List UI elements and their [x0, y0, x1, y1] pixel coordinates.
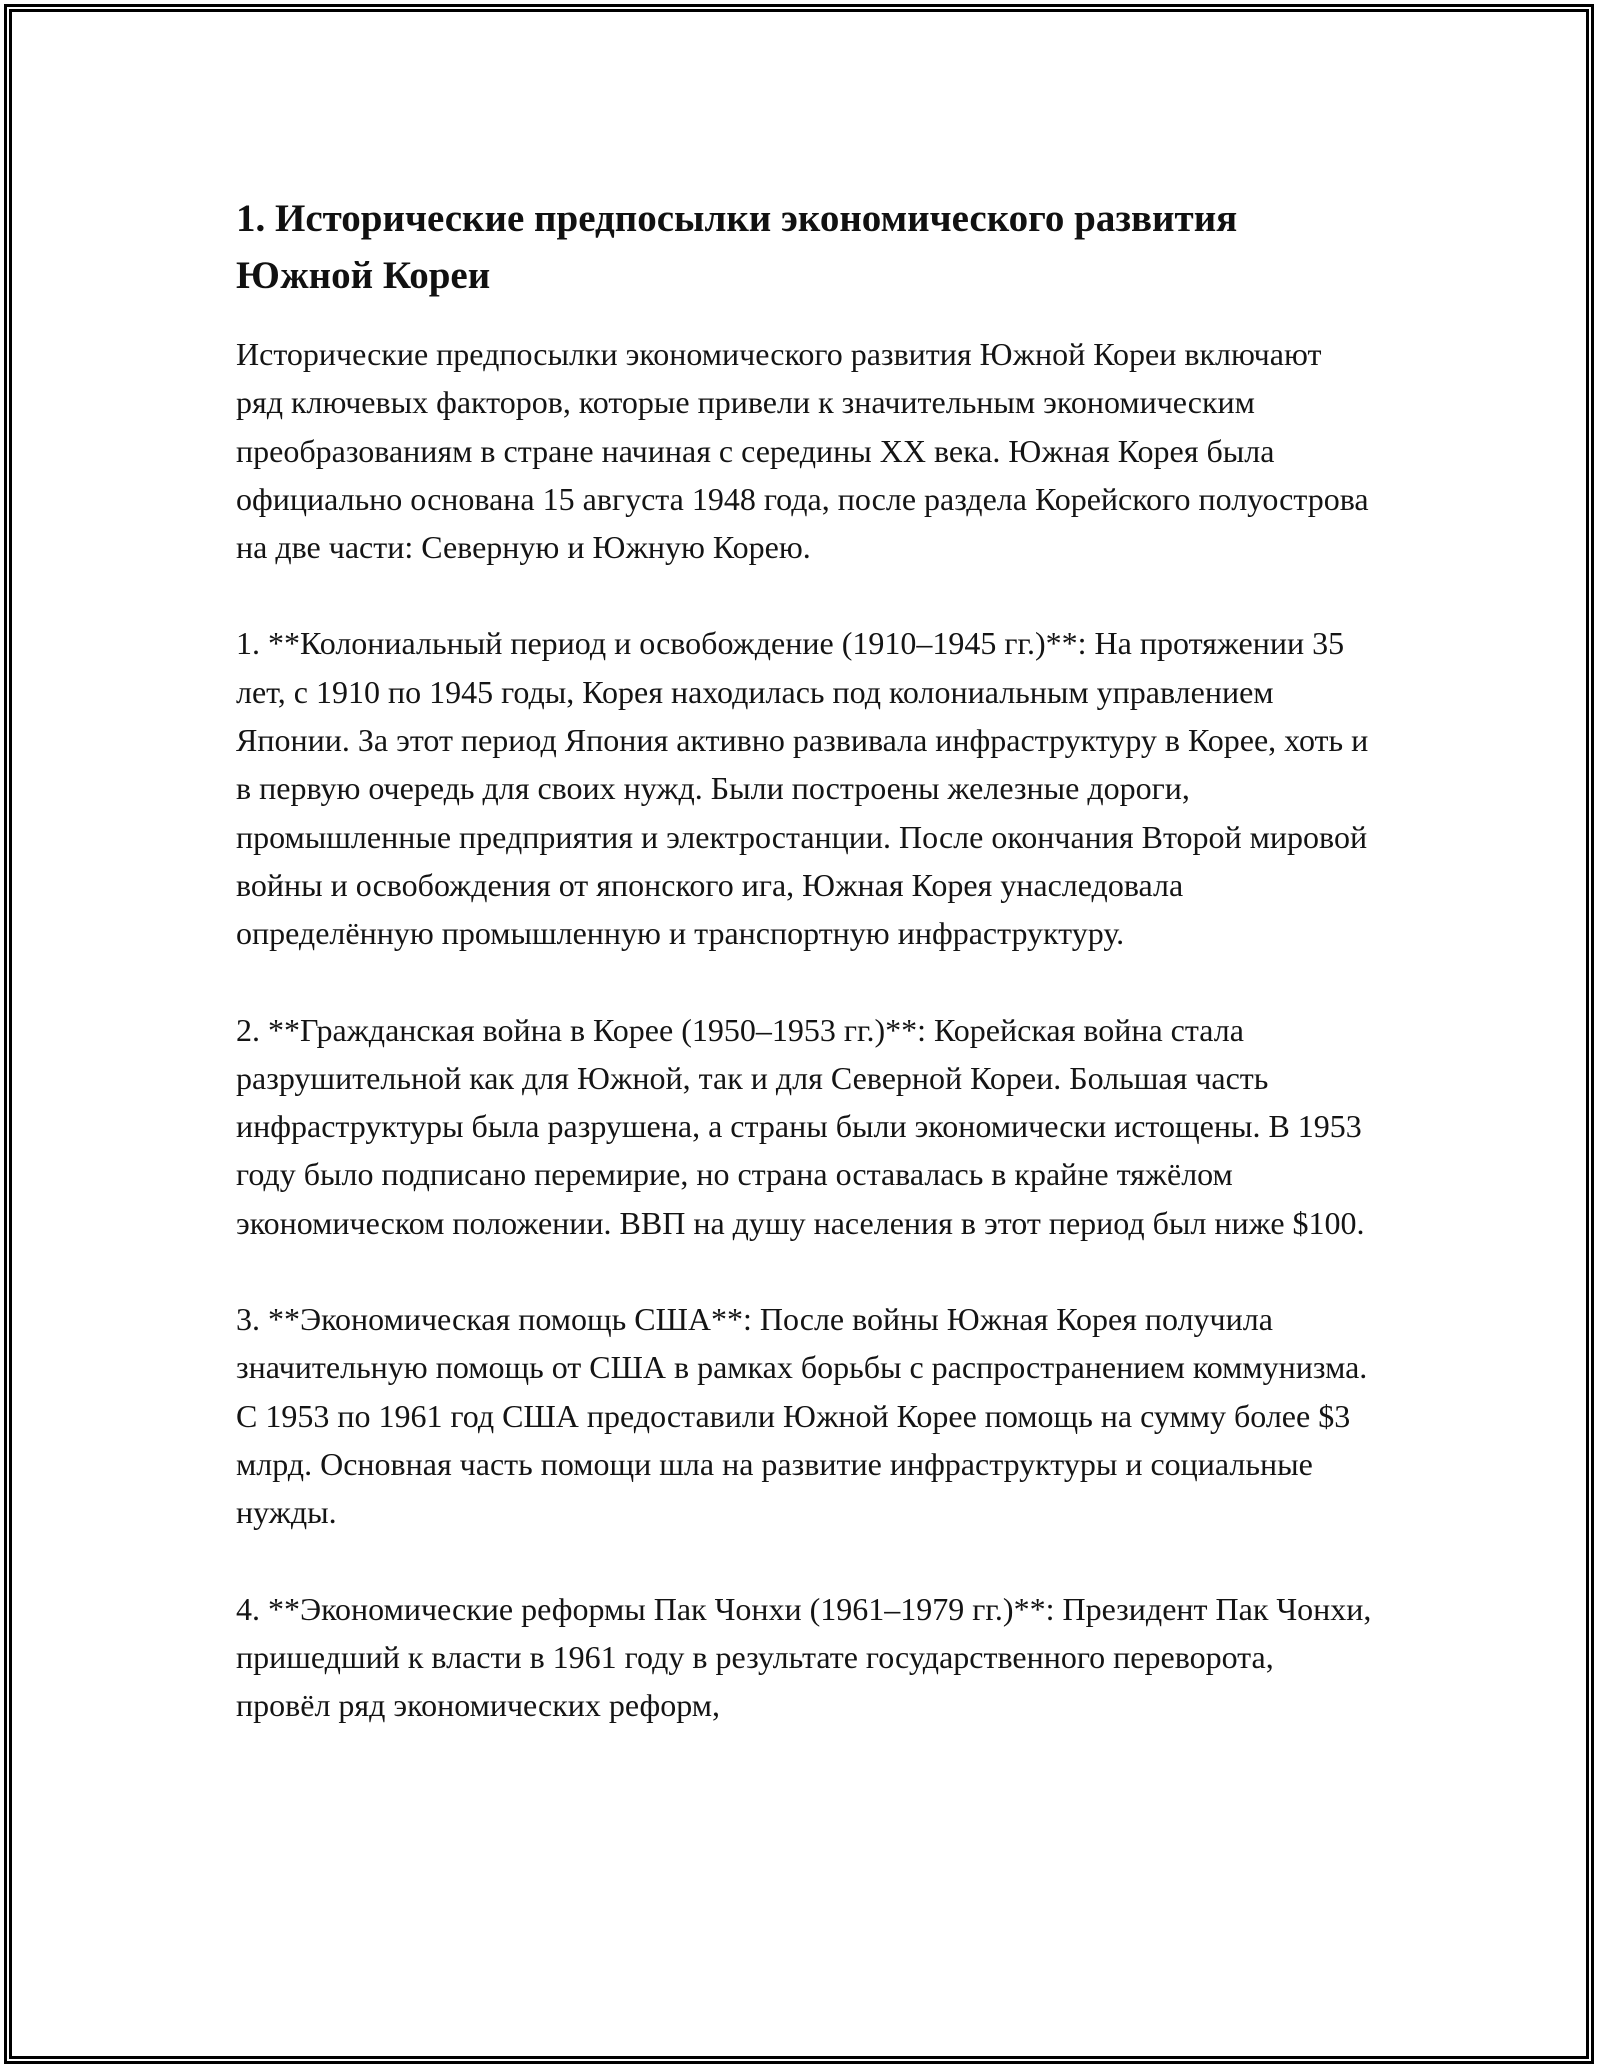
- paragraph-colonial-period: 1. **Колониальный период и освобождение (1910–1945 гг.)**: На протяжении 35 лет, с 1910 по 1945 годы, Корея находилась под колониальным управлением Японии. За этот период Япония активно развивала инфраструктуру в Корее, хоть и в первую очередь для своих нужд. Были построены железные дороги, промышленные предприятия и электростанции. После окончания Второй мировой войны и освобождения от японского ига, Южная Корея унаследовала определённую промышленную и транспортную инфраструктуру.: [236, 625, 1369, 952]
- section-heading: 1. Исторические предпосылки экономического развития Южной Кореи: [236, 197, 1238, 297]
- paragraph-korean-war: 2. **Гражданская война в Корее (1950–1953 гг.)**: Корейская война стала разрушительной как для Южной, так и для Северной Кореи. Большая часть инфраструктуры была разрушена, а страны были экономически истощены. В 1953 году было подписано перемирие, но страна оставалась в крайне тяжёлом экономическом положении. ВВП на душу населения в этот период был ниже $100.: [236, 1011, 1365, 1241]
- document-body: [236, 190, 1376, 1777]
- intro-paragraph: Исторические предпосылки экономического развития Южной Кореи включают ряд ключевых факторов, которые привели к значительным экономическим преобразованиям в стране начиная с середины XX века. Южная Корея была официально основана 15 августа 1948 года, после раздела Корейского полуострова на две части: Северную и Южную Корею.: [236, 336, 1369, 566]
- paragraph-us-aid: 3. **Экономическая помощь США**: После войны Южная Корея получила значительную помощь от США в рамках борьбы с распространением коммунизма. С 1953 по 1961 год США предоставили Южной Корее помощь на сумму более $3 млрд. Основная часть помощи шла на развитие инфраструктуры и социальные нужды.: [236, 1301, 1368, 1531]
- paragraph-park-reforms: 4. **Экономические реформы Пак Чонхи (1961–1979 гг.)**: Президент Пак Чонхи, пришедший к власти в 1961 году в результате государственного переворота, провёл ряд экономических реформ,: [236, 1590, 1372, 1724]
